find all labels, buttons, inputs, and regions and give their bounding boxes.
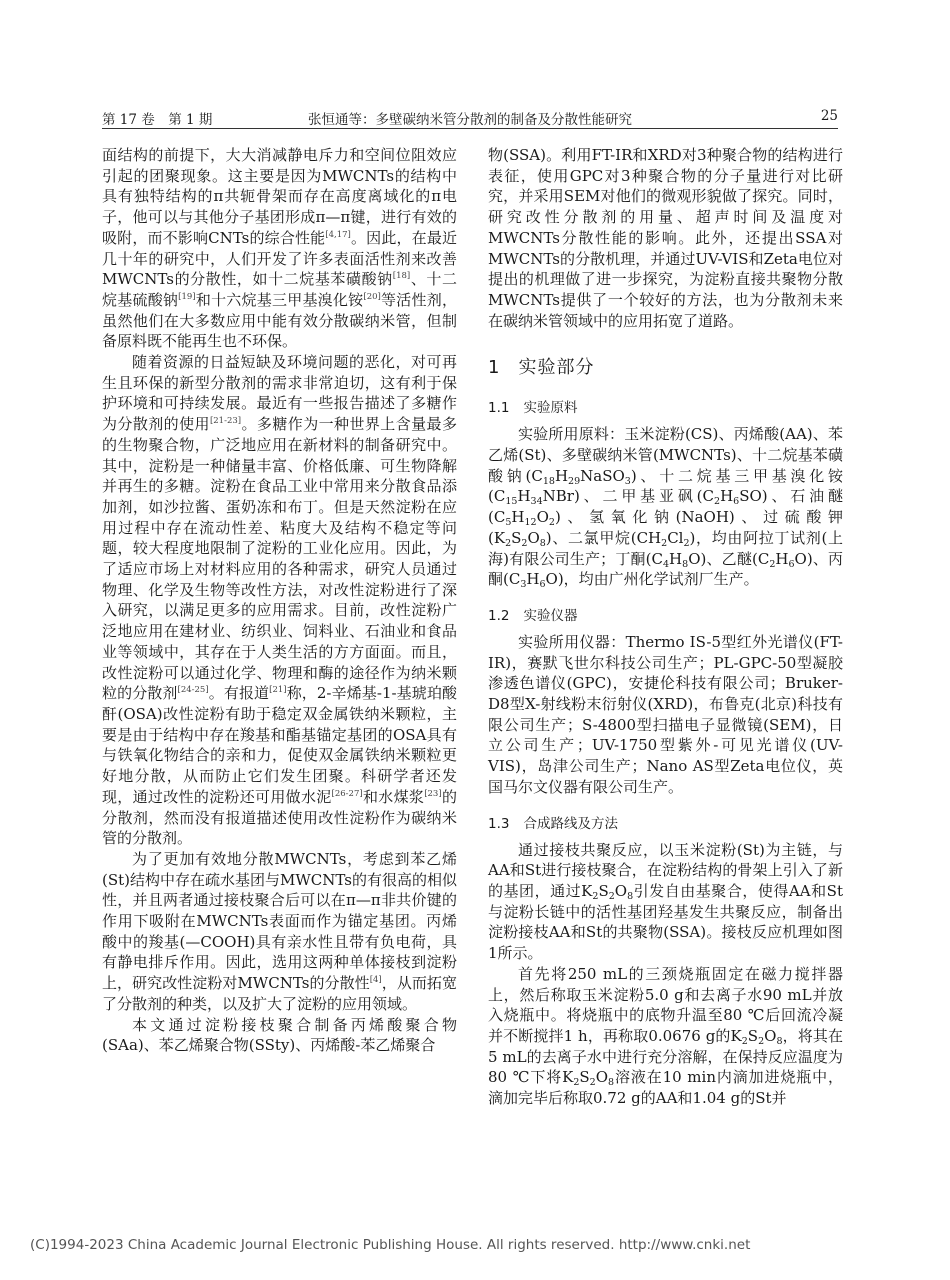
- left-column: [102, 145, 457, 1056]
- citation[interactable]: [18]: [392, 271, 411, 282]
- citation[interactable]: [20]: [363, 291, 381, 302]
- paragraph: 物(SSA)。利用FT-IR和XRD对3种聚合物的结构进行表征，使用GPC对3种聚合物的分子量进行对比研究，并采用SEM对他们的微观形貌做了探究。同时，研究改性分散剂的用量、超声时间及温度对MWCNTs分散性能的影响。此外，还提出SSA对MWCNTs的分散机理，并通过UV-VIS和Zeta电位对提出的机理做了进一步探究，为淀粉直接共聚物分散MWCNTs提供了一个较好的方法，也为分散剂未来在碳纳米管领域中的应用拓宽了道路。: [488, 146, 843, 330]
- paragraph: 首先将250 mL的三颈烧瓶固定在磁力搅拌器上，然后称取玉米淀粉5.0 g和去离子水90 mL并放入烧瓶中。将烧瓶中的底物升温至80 ℃后回流冷凝并不断搅拌1 h，再称取0.0676 g的$K_2S_2O_8$，将其在5 mL的去离子水中进行充分溶解，在保持反应温度为80 ℃下将$K_2S_2O_8$溶液在10 min内滴加进烧瓶中，滴加完毕后称取0.72 g的AA和1.04 g的St并: [488, 964, 843, 1108]
- citation[interactable]: [24-25]: [177, 685, 209, 696]
- subsection-heading: 1.1 实验原料: [488, 400, 578, 417]
- copyright-footer: (C)1994-2023 China Academic Journal Electronic Publishing House. All rights reserved. http://www.cnki.net: [30, 1237, 751, 1253]
- running-header: [102, 106, 838, 129]
- paragraph: 本文通过淀粉接枝聚合制备丙烯酸聚合物(SAa)、苯乙烯聚合物(SSty)、丙烯酸-苯乙烯聚合: [102, 1015, 457, 1055]
- right-column: [488, 145, 843, 1109]
- section-heading: 1 实验部分: [488, 357, 595, 379]
- article-running-title: 张恒通等：多壁碳纳米管分散剂的制备及分散性能研究: [308, 112, 632, 128]
- citation[interactable]: [21]: [269, 685, 287, 696]
- paragraph: 为了更加有效地分散MWCNTs，考虑到苯乙烯(St)结构中存在疏水基团与MWCNTs的有很高的相似性，并且两者通过接枝聚合后可以在π—π非共价键的作用下吸附在MWCNTs表面而作为锚定基团。丙烯酸中的羧基(—COOH)具有亲水性且带有负电荷，具有静电排斥作用。因此，选用这两种单体接枝到淀粉上，研究改性淀粉对MWCNTs的分散性[4]，从而拓宽了分散剂的种类，以及扩大了淀粉的应用领域。: [102, 849, 457, 1013]
- citation[interactable]: [4]: [369, 975, 382, 986]
- paragraph: 随着资源的日益短缺及环境问题的恶化，对可再生且环保的新型分散剂的需求非常迫切，这有利于保护环境和可持续发展。最近有一些报告描述了多糖作为分散剂的使用[21-23]。多糖作为一种世界上含量最多的生物聚合物，广泛地应用在新材料的制备研究中。其中，淀粉是一种储量丰富、价格低廉、可生物降解并再生的多糖。淀粉在食品工业中常用来分散食品添加剂，如沙拉酱、蛋奶冻和布丁。但是天然淀粉在应用过程中存在流动性差、粘度大及结构不稳定等问题，较大程度地限制了淀粉的工业化应用。因此，为了适应市场上对材料应用的各种需求，研究人员通过物理、化学及生物等改性方法，对改性淀粉进行了深入研究，以满足更多的应用需求。目前，改性淀粉广泛地应用在建材业、纺织业、饲料业、石油业和食品业等领域中，其存在于人类生活的方方面面。而且，改性淀粉可以通过化学、物理和酶的途径作为纳米颗粒的分散剂[24-25]。有报道[21]称，2-辛烯基-1-基琥珀酸酐(OSA)改性淀粉有助于稳定双金属铁纳米颗粒，主要是由于结构中存在羧基和酯基锚定基团的OSA具有与铁氧化物结合的亲和力，促使双金属铁纳米颗粒更好地分散，从而防止它们发生团聚。科研学者还发现，通过改性的淀粉还可用做水泥[26-27]和水煤浆[23]的分散剂，然而没有报道描述使用改性淀粉作为碳纳米管的分散剂。: [102, 353, 457, 848]
- paragraph: 实验所用仪器：Thermo IS-5型红外光谱仪(FT-IR)，赛默飞世尔科技公司生产；PL-GPC-50型凝胶渗透色谱仪(GPC)，安捷伦科技有限公司；Bruker-D8型X-射线粉末衍射仪(XRD)，布鲁克(北京)科技有限公司生产；S-4800型扫描电子显微镜(SEM)，日立公司生产；UV-1750型紫外-可见光谱仪(UV-VIS)，岛津公司生产；Nano AS型Zeta电位仪，英国马尔文仪器有限公司生产。: [488, 632, 843, 796]
- citation[interactable]: [26-27]: [331, 788, 363, 799]
- page-number: 25: [820, 108, 838, 124]
- subsection-heading: 1.2 实验仪器: [488, 607, 578, 624]
- citation[interactable]: [4,17]: [325, 229, 351, 240]
- paragraph: 通过接枝共聚反应，以玉米淀粉(St)为主链，与AA和St进行接枝聚合，在淀粉结构的骨架上引入了新的基团，通过$K_2S_2O_8$引发自由基聚合，使得AA和St与淀粉长链中的活性基团羟基发生共聚反应，制备出淀粉接枝AA和St的共聚物(SSA)。接枝反应机理如图1所示。: [488, 840, 843, 963]
- subsection-heading: 1.3 合成路线及方法: [488, 815, 618, 832]
- citation[interactable]: [19]: [178, 291, 196, 302]
- journal-volume: 第 17 卷 第 1 期: [102, 112, 213, 128]
- paragraph: 实验所用原料：玉米淀粉(CS)、丙烯酸(AA)、苯乙烯(St)、多壁碳纳米管(MWCNTs)、十二烷基苯磺酸钠$(C_{18}H_{29}NaSO_3)$、十二烷基三甲基溴化铵$(C_{15}H_{34}NBr)$、二甲基亚砜$(C_2H_6SO)$、石油醚$(C_5H_{12}O_2)$、氢氧化钠(NaOH)、过硫酸钾$(K_2S_2O_8)$、二氯甲烷$(CH_2Cl_2)$，均由阿拉丁试剂(上海)有限公司生产；丁酮$(C_4H_8O)$、乙醚$(C_2H_6O)$、丙酮$(C_3H_6O)$，均由广州化学试剂厂生产。: [488, 425, 843, 591]
- citation[interactable]: [23]: [424, 788, 442, 799]
- citation[interactable]: [21-23]: [209, 416, 242, 427]
- paragraph: 面结构的前提下，大大消减静电斥力和空间位阻效应引起的团聚现象。这主要是因为MWCNTs的结构中具有独特结构的π共轭骨架而存在高度离域化的π电子，他可以与其他分子基团形成π—π键，进行有效的吸附，而不影响CNTs的综合性能[4,17]。因此，在最近几十年的研究中，人们开发了许多表面活性剂来改善MWCNTs的分散性，如十二烷基苯磺酸钠[18]、十二烷基硫酸钠[19]和十六烷基三甲基溴化铵[20]等活性剂，虽然他们在大多数应用中能有效分散碳纳米管，但制备原料既不能再生也不环保。: [102, 146, 457, 351]
